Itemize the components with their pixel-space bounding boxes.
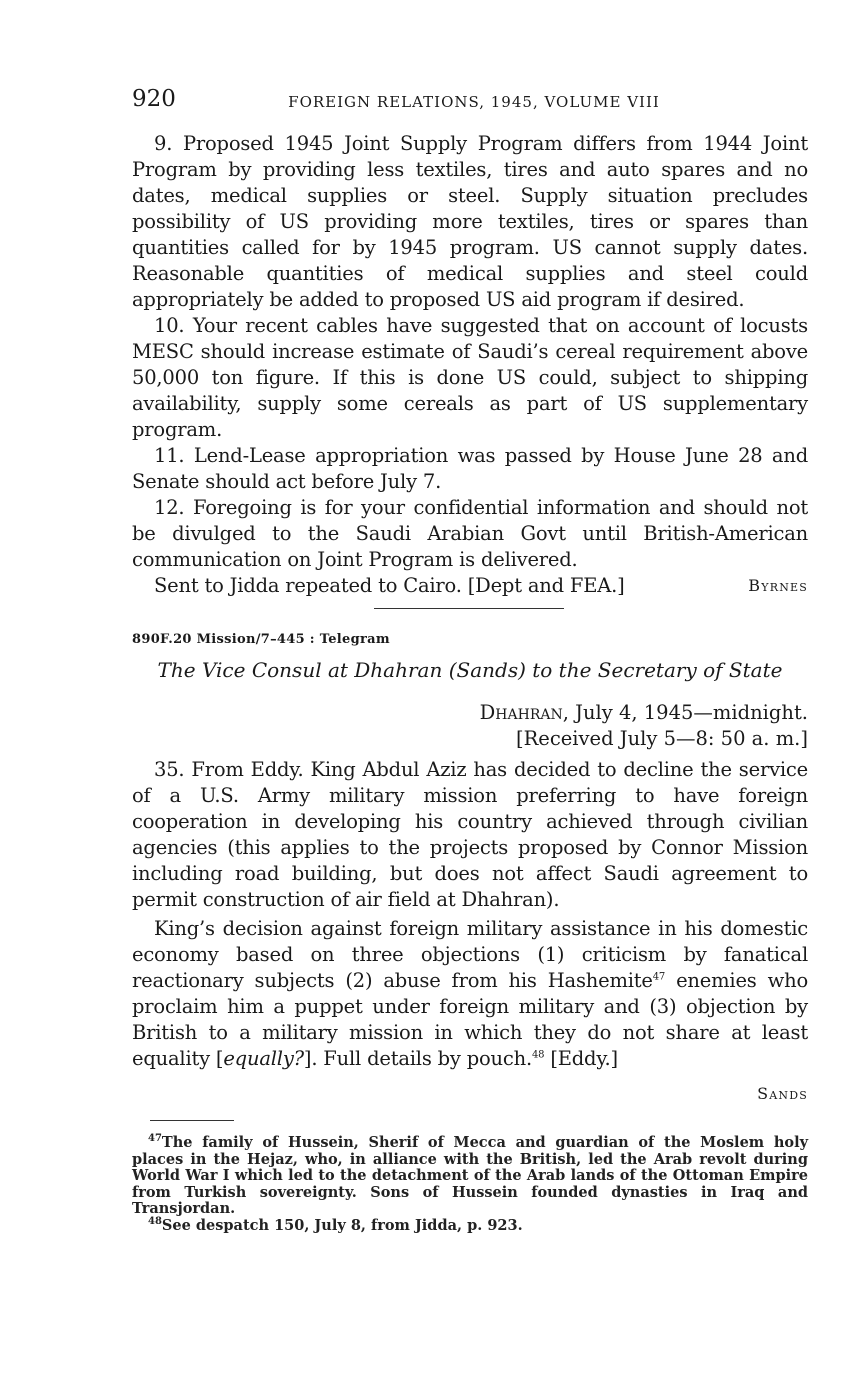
footnote-48 — [132, 1215, 808, 1235]
first-document-body — [132, 131, 808, 599]
footnote-marker: 48 — [148, 1215, 162, 1227]
paragraph-10: 10. Your recent cables have suggested that on account of locusts MESC should increase estimate of Saudi’s cereal requirement above 50,000 ton figure. If this is done US could, subject to shipping availability, supply some cereals as part of US supplementary program. — [132, 314, 808, 441]
section-divider — [374, 608, 564, 609]
signature-byrnes: Byrnes — [748, 576, 808, 595]
received-line: [Received July 5—8: 50 a. m.] — [515, 727, 808, 750]
footnote-divider — [150, 1120, 234, 1121]
footnote-ref-47[interactable]: 47 — [652, 971, 666, 983]
routing-note: Sent to Jidda repeated to Cairo. [Dept and FEA.] — [154, 574, 625, 597]
italic-annotation: equally? — [223, 1047, 304, 1070]
paragraph-35: 35. From Eddy. King Abdul Aziz has decided to decline the service of a U.S. Army military mission preferring to have foreign cooperation in developing his country achieved through civilian agencies (this applies to the projects proposed by Connor Mission including road building, but does not affect Saudi agreement to permit construction of air field at Dhahran). — [132, 758, 808, 911]
dateline-date: , July 4, 1945—midnight. — [562, 701, 808, 724]
paragraph-11: 11. Lend-Lease appropriation was passed by House June 28 and Senate should act before July 7. — [132, 444, 808, 493]
file-reference: 890F.20 Mission/7–445 : Telegram — [132, 632, 390, 647]
footnote-marker: 47 — [148, 1133, 162, 1145]
document-title: The Vice Consul at Dhahran (Sands) to the Secretary of State — [157, 658, 783, 682]
paragraph-text-part: enemies who proclaim him a puppet under foreign military and (3) objection by British to a military mission in which they do not share at least equality [ — [132, 969, 808, 1070]
paragraph-text-part: King’s decision against foreign military assistance in his domestic economy based on three objections (1) criticism by fanatical reactionary subjects (2) abuse from his Hashemite — [132, 917, 808, 992]
footnote-text: See despatch 150, July 8, from Jidda, p. 923. — [161, 1216, 523, 1234]
dateline-place: Dhahran — [479, 701, 563, 724]
paragraph-12: 12. Foregoing is for your confidential information and should not be divulged to the Saudi Arabian Govt until British-American communication on Joint Program is delivered. — [132, 496, 808, 571]
paragraph-text-part: [Eddy.] — [544, 1047, 618, 1070]
footnote-text: The family of Hussein, Sherif of Mecca and guardian of the Moslem holy places in the Hejaz, who, in alliance with the British, led the Arab revolt during World War I which led to the detachment of the Arab lands of the Ottoman Empire from Turkish sovereignty. Sons of Hussein founded dynasties in Iraq and Transjordan. — [132, 1134, 808, 1217]
dateline — [480, 701, 808, 724]
second-document-body — [132, 757, 808, 1072]
footnotes — [132, 1135, 808, 1234]
running-head: FOREIGN RELATIONS, 1945, VOLUME VIII — [288, 93, 660, 111]
footnote-47 — [132, 1135, 808, 1218]
paragraph-text-part: ]. Full details by pouch. — [303, 1047, 532, 1070]
page-header — [132, 86, 808, 118]
signature-sands: Sands — [757, 1084, 808, 1103]
paragraph-kings-decision — [132, 916, 808, 1072]
page-number: 920 — [132, 86, 176, 112]
footnote-ref-48[interactable]: 48 — [532, 1049, 545, 1061]
paragraph-9: 9. Proposed 1945 Joint Supply Program differs from 1944 Joint Program by providing less textiles, tires and auto spares and no dates, medical supplies or steel. Supply situation precludes possibility of US providing more textiles, tires or spares than quantities called for by 1945 program. US cannot supply dates. Reasonable quantities of medical supplies and steel could appropriately be added to proposed US aid program if desired. — [132, 132, 808, 311]
